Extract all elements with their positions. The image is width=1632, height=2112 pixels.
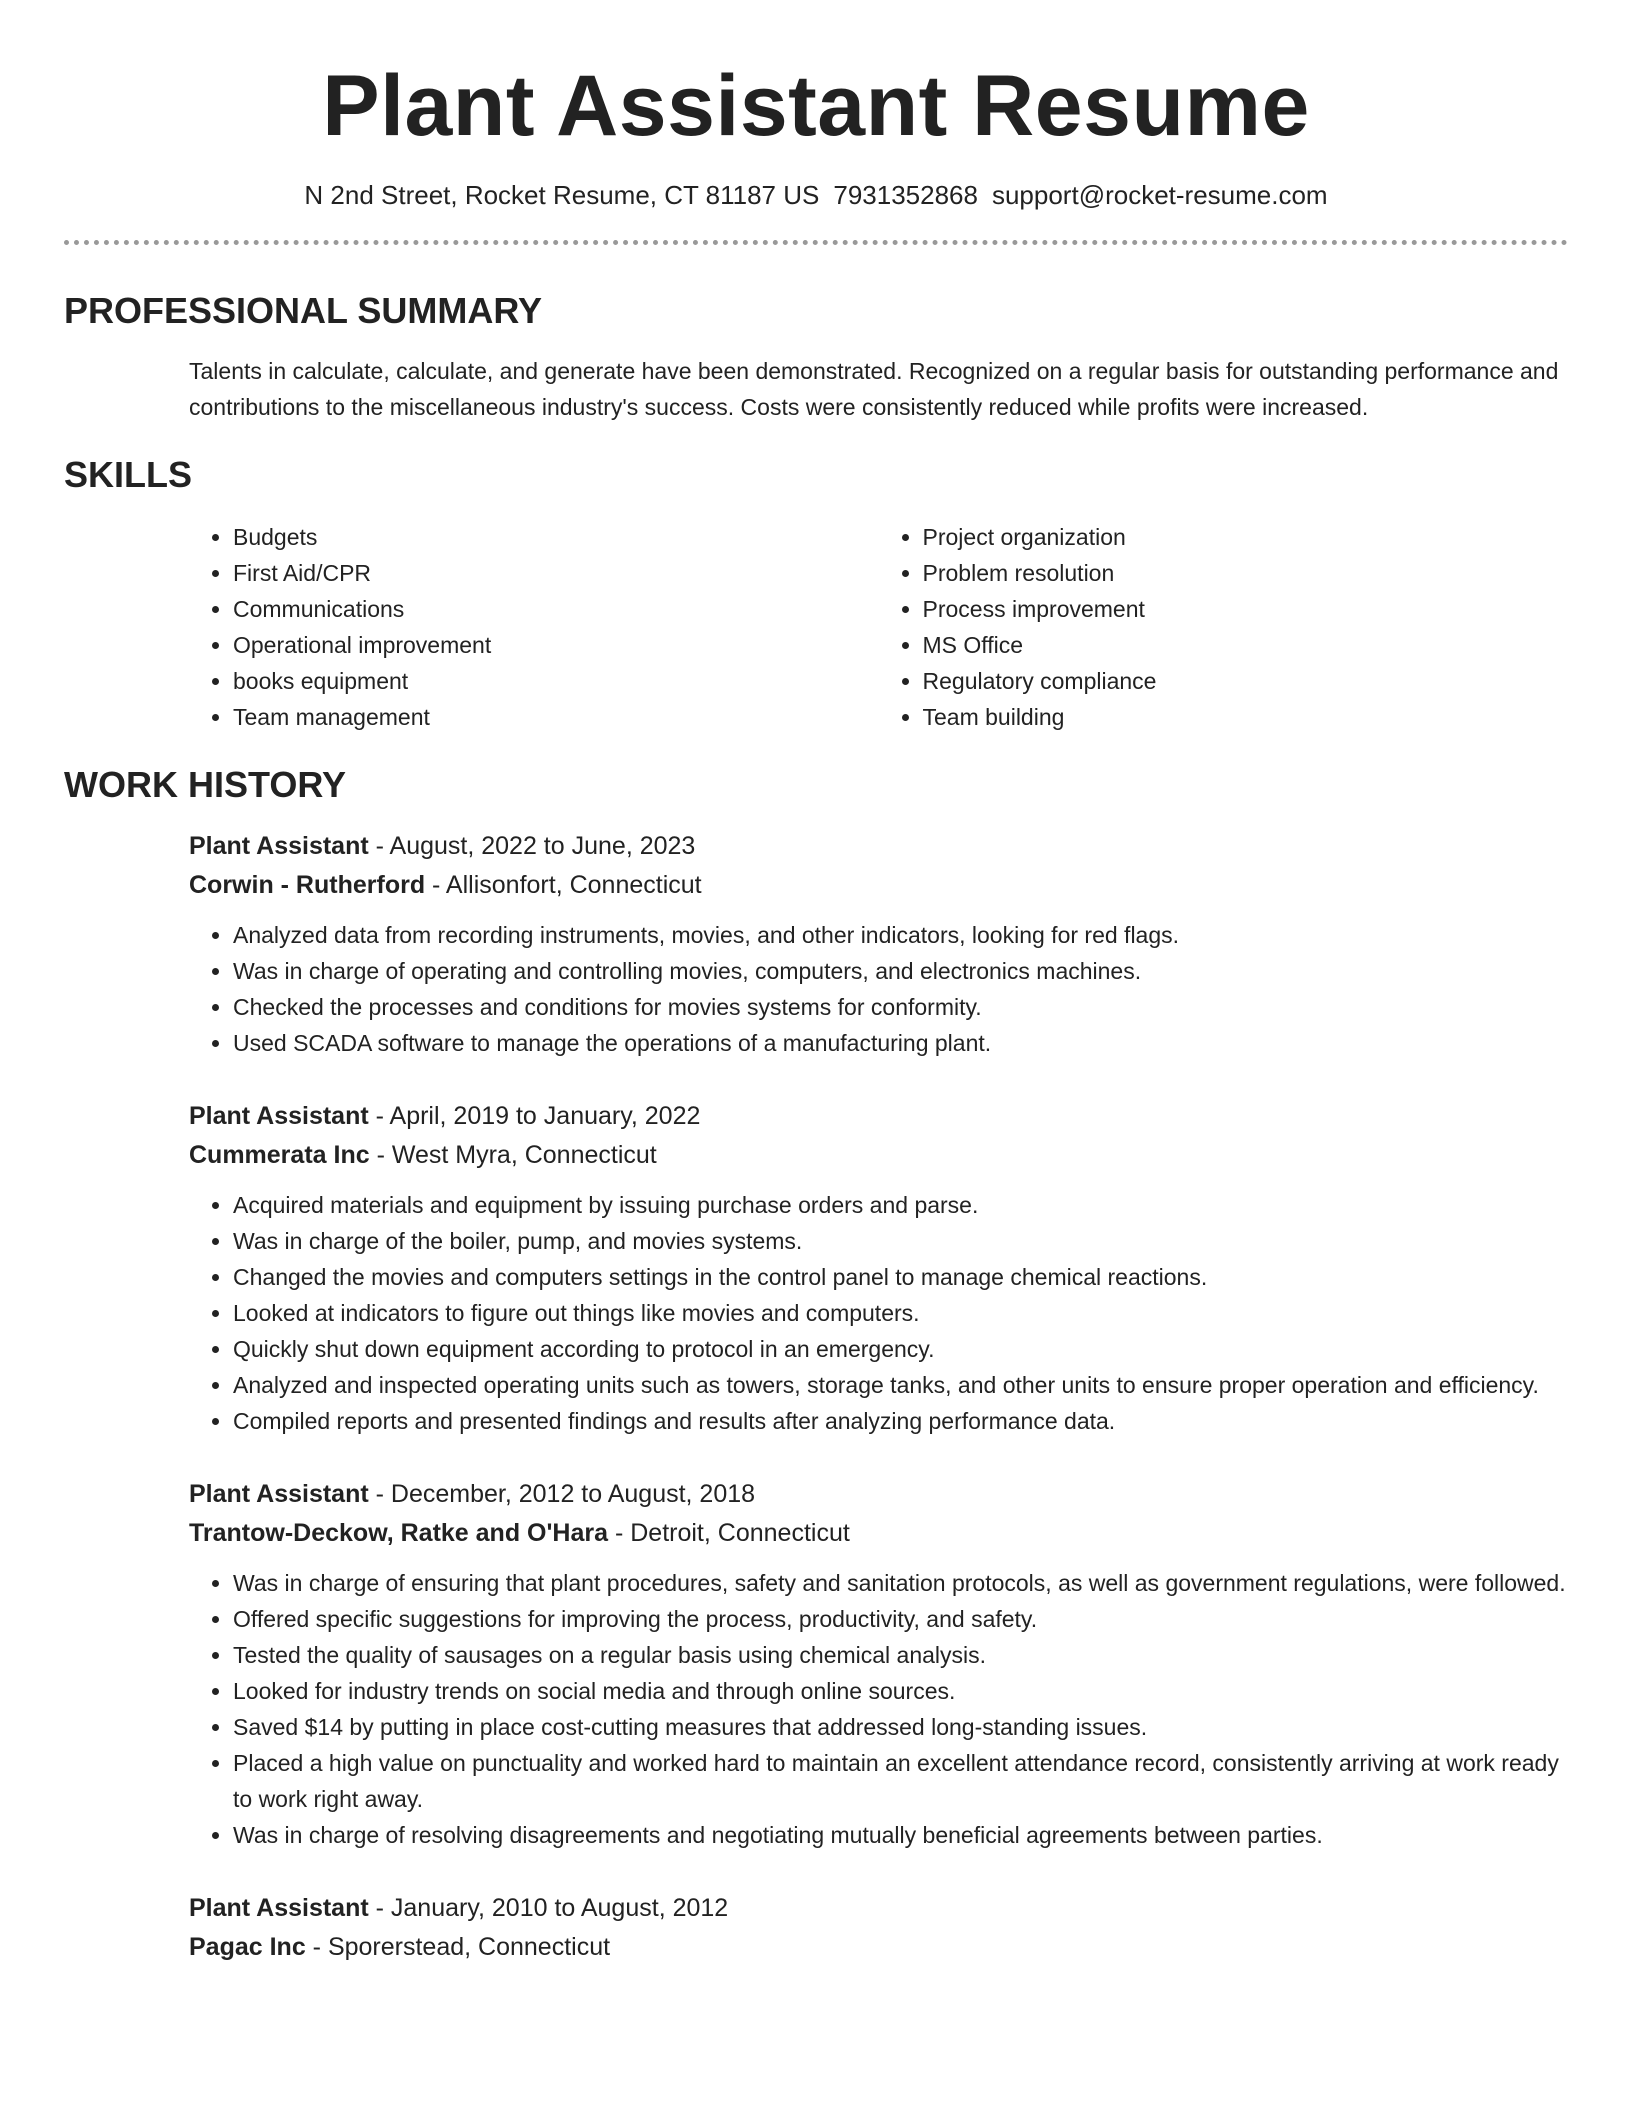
job-entry [189,1889,1568,1967]
job-company-line [189,1136,1568,1175]
job-bullet: • Acquired materials and equipment by issuing purchase orders and parse. [233,1187,1568,1223]
job-bullet: • Changed the movies and computers settings in the control panel to manage chemical reactions. [233,1259,1568,1295]
skills-list-right [879,519,1569,735]
job-dates: - December, 2012 to August, 2018 [368,1480,756,1508]
job-company: Corwin - Rutherford [189,871,426,899]
job-bullets [189,1187,1568,1439]
skill-item: • Regulatory compliance [923,663,1569,699]
summary-text: Talents in calculate, calculate, and generate have been demonstrated. Recognized on a regular basis for outstanding performance and contributions to the miscellaneous industry's success. Costs were consistently reduced while profits were increased. [189,358,1559,420]
job-dates: - January, 2010 to August, 2012 [368,1894,729,1922]
job-bullet: • Placed a high value on punctuality and worked hard to maintain an excellent attendance record, consistently arriving at work ready to work right away. [233,1745,1568,1817]
skill-item: • Problem resolution [923,555,1569,591]
skill-item: • MS Office [923,627,1569,663]
contact-email: support@rocket-resume.com [991,180,1328,210]
job-bullet: • Looked at indicators to figure out things like movies and computers. [233,1295,1568,1331]
job-company-line [189,1928,1568,1967]
skill-item: • Communications [233,591,879,627]
skill-item: • Budgets [233,519,879,555]
section-title-work-history: WORK HISTORY [64,764,347,805]
job-title-line [189,1475,1568,1514]
job-dates: - August, 2022 to June, 2023 [368,832,696,860]
job-role: Plant Assistant [189,1480,369,1508]
job-bullet: • Was in charge of resolving disagreements and negotiating mutually beneficial agreements between parties. [233,1817,1568,1853]
contact-phone: 7931352868 [833,180,978,210]
job-bullet: • Looked for industry trends on social media and through online sources. [233,1673,1568,1709]
job-bullet: • Analyzed data from recording instruments, movies, and other indicators, looking for red flags. [233,917,1568,953]
job-role: Plant Assistant [189,1102,369,1130]
resume-page [64,0,1568,1967]
contact-address: N 2nd Street, Rocket Resume, CT 81187 US [304,180,820,210]
job-company: Trantow-Deckow, Ratke and O'Hara [189,1519,609,1547]
skills-list-left [189,519,879,735]
header-divider [64,240,1568,245]
job-bullet: • Was in charge of ensuring that plant procedures, safety and sanitation protocols, as well as government regulations, were followed. [233,1565,1568,1601]
job-bullet: • Saved $14 by putting in place cost-cutting measures that addressed long-standing issues. [233,1709,1568,1745]
job-role: Plant Assistant [189,1894,369,1922]
skill-item: • Project organization [923,519,1569,555]
job-location: - West Myra, Connecticut [369,1141,657,1169]
job-bullet: • Used SCADA software to manage the operations of a manufacturing plant. [233,1025,1568,1061]
job-company: Pagac Inc [189,1933,306,1961]
job-bullet: • Was in charge of operating and controlling movies, computers, and electronics machines. [233,953,1568,989]
job-bullets [189,917,1568,1061]
job-bullet: • Was in charge of the boiler, pump, and movies systems. [233,1223,1568,1259]
job-entry [189,827,1568,1061]
page-title: Plant Assistant Resume [322,58,1310,154]
job-location: - Allisonfort, Connecticut [425,871,702,899]
job-entry [189,1475,1568,1853]
job-bullet: • Checked the processes and conditions for movies systems for conformity. [233,989,1568,1025]
skill-item: • Team building [923,699,1569,735]
job-location: - Sporerstead, Connecticut [305,1933,611,1961]
job-title-line [189,827,1568,866]
job-role: Plant Assistant [189,832,369,860]
section-title-skills: SKILLS [64,454,193,495]
skill-item: • Operational improvement [233,627,879,663]
job-title-line [189,1889,1568,1928]
section-title-summary: PROFESSIONAL SUMMARY [64,290,543,331]
skills-grid [189,519,1568,735]
job-location: - Detroit, Connecticut [608,1519,850,1547]
skill-item: • First Aid/CPR [233,555,879,591]
job-bullet: • Offered specific suggestions for improving the process, productivity, and safety. [233,1601,1568,1637]
job-entry [189,1097,1568,1439]
job-bullet: • Analyzed and inspected operating units such as towers, storage tanks, and other units to ensure proper operation and efficiency. [233,1367,1568,1403]
job-bullets [189,1565,1568,1853]
job-company: Cummerata Inc [189,1141,370,1169]
job-company-line [189,1514,1568,1553]
job-title-line [189,1097,1568,1136]
job-bullet: • Compiled reports and presented findings and results after analyzing performance data. [233,1403,1568,1439]
job-bullet: • Tested the quality of sausages on a regular basis using chemical analysis. [233,1637,1568,1673]
job-bullet: • Quickly shut down equipment according to protocol in an emergency. [233,1331,1568,1367]
job-company-line [189,866,1568,905]
contact-info [64,178,1568,212]
skill-item: • Team management [233,699,879,735]
skill-item: • books equipment [233,663,879,699]
skill-item: • Process improvement [923,591,1569,627]
job-dates: - April, 2019 to January, 2022 [368,1102,701,1130]
